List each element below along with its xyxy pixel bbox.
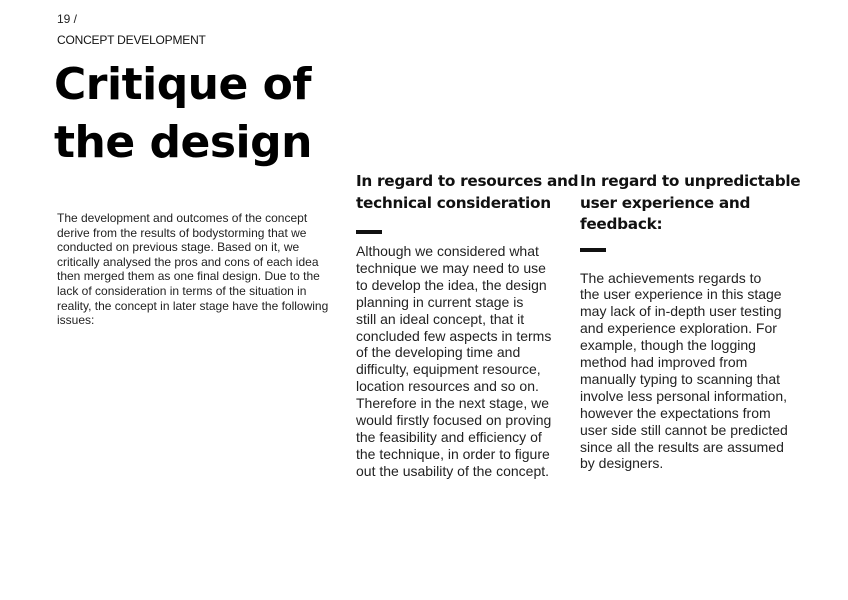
user-experience-section [580,171,800,472]
section-heading-line: In regard to resources and [356,172,579,190]
body-line: since all the results are assumed [580,438,784,455]
body-line: to develop the idea, the design [356,276,547,293]
page-number: 19 / [57,12,78,26]
body-line: manually typing to scanning that [580,370,781,387]
section-label: CONCEPT DEVELOPMENT [57,33,206,47]
body-line: the feasibility and efficiency of [356,428,542,445]
divider-rule [356,230,382,234]
page-title [54,56,312,172]
section-heading-line: In regard to unpredictable [580,172,801,190]
body-line: and experience exploration. For [580,320,777,337]
section-body [580,270,800,473]
body-line: the user experience in this stage [580,286,782,303]
body-line: The achievements regards to [580,269,762,286]
body-line: location resources and so on. [356,378,539,395]
body-line: difficulty, equipment resource, [356,361,541,378]
body-line: the technique, in order to figure [356,445,550,462]
section-heading-line: feedback: [580,215,663,233]
body-line: method had improved from [580,354,748,371]
body-line: Although we considered what [356,243,539,259]
body-line: by designers. [580,455,664,472]
resources-section [356,171,579,480]
body-line: concluded few aspects in terms [356,327,552,344]
page-title-line: the design [54,117,312,168]
body-line: may lack of in-depth user testing [580,303,782,320]
body-line: example, though the logging [580,337,756,354]
body-line: involve less personal information, [580,387,787,404]
body-line: of the developing time and [356,344,521,361]
section-body [356,243,566,480]
body-line: would firstly focused on proving [356,412,552,429]
body-line: out the usability of the concept. [356,462,550,479]
body-line: technique we may need to use [356,259,546,276]
body-line: Therefore in the next stage, we [356,395,549,412]
body-line: planning in current stage is [356,293,524,310]
section-heading-line: user experience and [580,193,751,212]
section-heading-line: technical consideration [356,193,551,212]
body-line: user side still cannot be predicted [580,421,788,438]
page-title-line: Critique of [54,59,312,110]
divider-rule [580,248,606,252]
body-line: however the expectations from [580,404,771,421]
intro-paragraph: The development and outcomes of the concept derive from the results of bodystorming that we conducted on previous stage. Based on it, we critically analysed the pros and cons of each idea then merged them as one final design. Due to the lack of consideration in terms of the situation in reality, the concept in later stage have the following issues: [57,211,329,328]
section-heading [356,171,579,214]
section-heading [580,171,800,236]
body-line: still an ideal concept, that it [356,310,525,327]
